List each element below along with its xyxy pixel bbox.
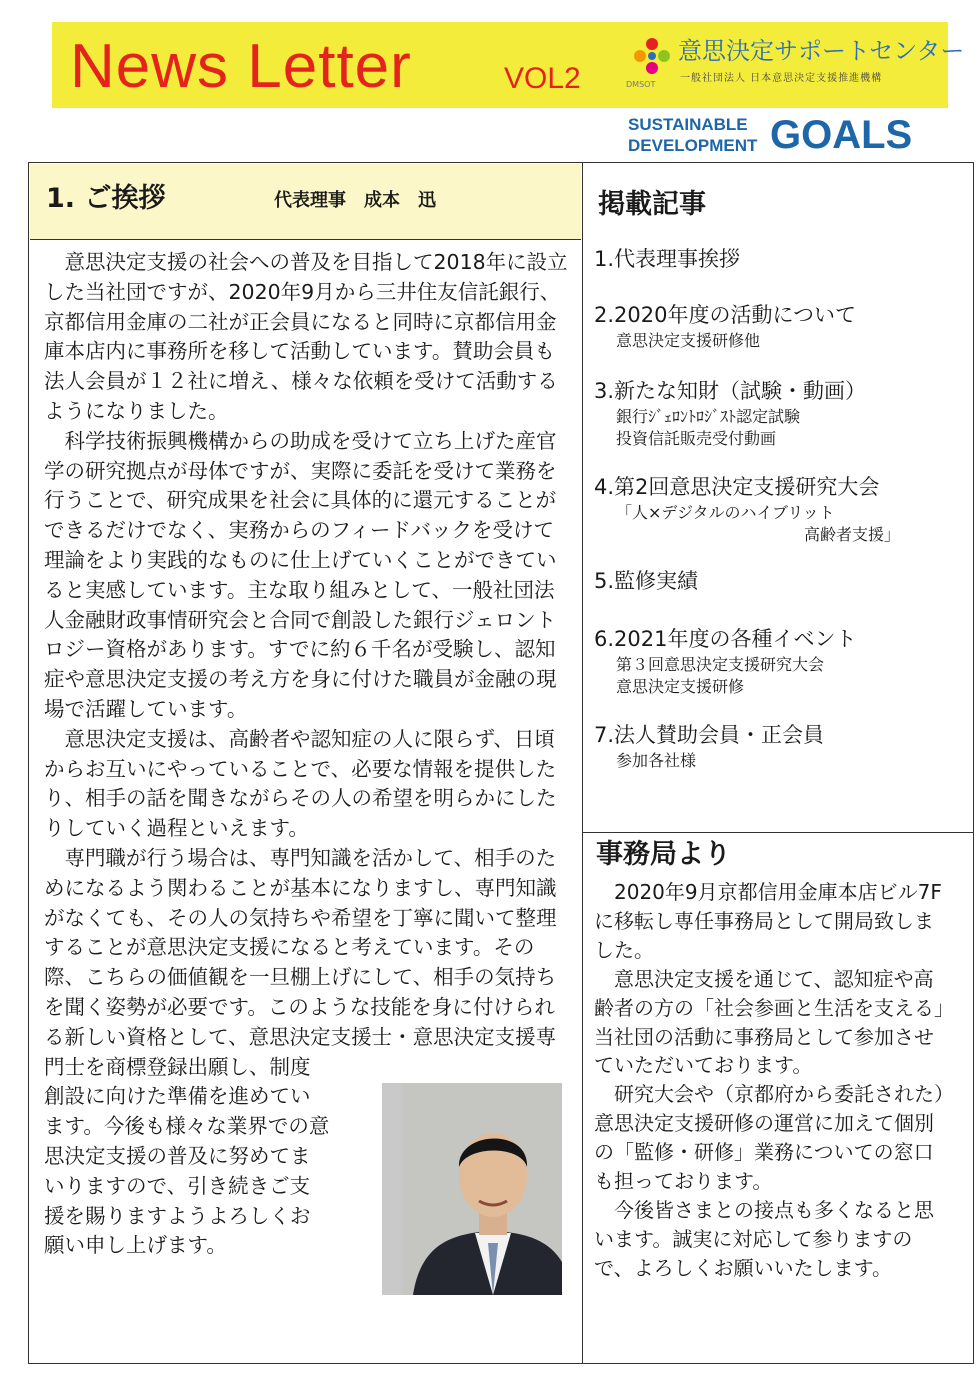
toc-item-label: 1.代表理事挨拶 [594, 247, 741, 271]
office-paragraph-1: 2020年9月京都信用金庫本店ビル7Fに移転し専任事務局として開局致しました。 [594, 880, 942, 962]
toc-item-sub: 投資信託販売受付動画 [616, 429, 777, 448]
toc-item-sub: 参加各社様 [616, 751, 697, 770]
toc-item [594, 566, 964, 596]
org-logo-icon [632, 36, 672, 80]
office-paragraph-3: 研究大会や（京都府から委託された）意思決定支援研修の運営に加えて個別の「監修・研修」業務についての窓口も担っております。 [594, 1082, 944, 1194]
toc-item-sub: 意思決定支援研修 [616, 677, 745, 696]
toc-item [594, 472, 964, 546]
greeting-paragraph-4: 専門職が行う場合は、専門知識を活かして、相手のためになるよう関わることが基本になりますし、専門知識がなくても、その人の気持ちや希望を丁寧に聞いて整理することが意思決定支援になると考えています。その際、こちらの価値観を一旦棚上げにして、相手の気持ちを聞く姿勢が必要です。このような技能を身に付けられる新しい資格として、意思決定支援士・意思決定支援専門士 を商標登録出願し、制度創設に向けた準備を進めています。今後も様々な業界での意思決定支援の普及に努めてまいりますので、引き続きご支援を賜りますようよろしくお願い申し上げます。 [44, 844, 574, 1261]
toc-item [594, 624, 964, 698]
photo-slot [338, 1065, 574, 1303]
toc-item-sub: 銀行ｼﾞｪﾛﾝﾄﾛｼﾞｽﾄ認定試験 [616, 407, 801, 426]
greeting-body [44, 248, 574, 1303]
newsletter-banner [52, 22, 965, 108]
toc-item-label: 6.2021年度の各種イベント [594, 627, 857, 651]
sdgs-logo [628, 114, 928, 156]
toc-item [594, 244, 964, 274]
toc-item-label: 4.第2回意思決定支援研究大会 [594, 475, 880, 499]
toc-item [594, 300, 964, 352]
toc-item-sub: 高齢者支援」 [804, 525, 901, 544]
sdgs-goals: GOALS [770, 113, 913, 157]
column-divider [582, 162, 583, 1364]
toc-item [594, 376, 964, 450]
office-paragraph-4: 今後皆さまとの接点も多くなると思います。誠実に対応して参りますので、よろしくお願いいたします。 [594, 1197, 934, 1280]
toc-item-sub: 意思決定支援研修他 [616, 331, 761, 350]
greeting-title: 1. ご挨拶 [46, 183, 166, 214]
org-abbr: DMSOT [626, 80, 656, 89]
toc-item [594, 720, 964, 772]
newsletter-title: News Letter [70, 32, 412, 101]
toc-title: 掲載記事 [598, 189, 706, 220]
toc-list [594, 244, 964, 772]
greeting-author: 代表理事 成本 迅 [274, 190, 436, 211]
office-body [594, 878, 946, 1283]
toc-item-label: 3.新たな知財（試験・動画） [594, 379, 867, 403]
office-title: 事務局より [596, 839, 731, 870]
office-paragraph-2: 意思決定支援を通じて、認知症や高齢者の方の「社会参画と生活を支える」当社団の活動に事務局として参加させていただいております。 [594, 966, 944, 1078]
toc-item-label: 7.法人賛助会員・正会員 [594, 723, 825, 747]
greeting-paragraph-2: 科学技術振興機構からの助成を受けて立ち上げた産官学の研究拠点が母体ですが、実際に委託を受けて業務を行うことで、研究成果を社会に具体的に還元することができるだけでなく、実務からのフィードバックを受けて理論をより実践的なものに仕上げていくことができていると実感しています。主な取り組みとして、一般社団法人金融財政事情研究会と合同で創設した銀行ジェロントロジー資格があります。すでに約６千名が受験し、認知症や意思決定支援の考え方を身に付けた職員が金融の現場で活躍しています。 [44, 428, 557, 721]
greeting-paragraph-1: 意思決定支援の社会への普及を目指して2018年に設立した当社団ですが、2020年9月から三井住友信託銀行、京都信用金庫の二社が正会員になると同時に京都信用金庫本店内に事務所を移して活動しています。賛助会員も法人会員が１２社に増え、様々な依頼を受けて活動するようになりました。 [44, 250, 568, 423]
org-name: 意思決定サポートセンター [678, 37, 965, 65]
greeting-paragraph-3: 意思決定支援は、高齢者や認知症の人に限らず、日頃からお互いにやっていることで、必要な情報を提供したり、相手の話を聞きながらその人の希望を明らかにしたりしていく過程といえます。 [44, 726, 557, 841]
volume-label: VOL2 [504, 62, 581, 95]
greeting-header [30, 164, 581, 240]
org-subtitle: 一般社団法人 日本意思決定支援推進機構 [680, 73, 883, 84]
sdgs-line2: DEVELOPMENT [628, 136, 758, 155]
representative-photo [382, 1083, 562, 1295]
section-divider [583, 832, 973, 833]
toc-item-label: 5.監修実績 [594, 569, 699, 593]
toc-item-label: 2.2020年度の活動について [594, 303, 857, 327]
toc-item-sub: 「人×デジタルのハイブリット [616, 503, 835, 522]
sdgs-line1: SUSTAINABLE [628, 115, 748, 134]
toc-item-sub: 第３回意思決定支援研究大会 [616, 655, 825, 674]
